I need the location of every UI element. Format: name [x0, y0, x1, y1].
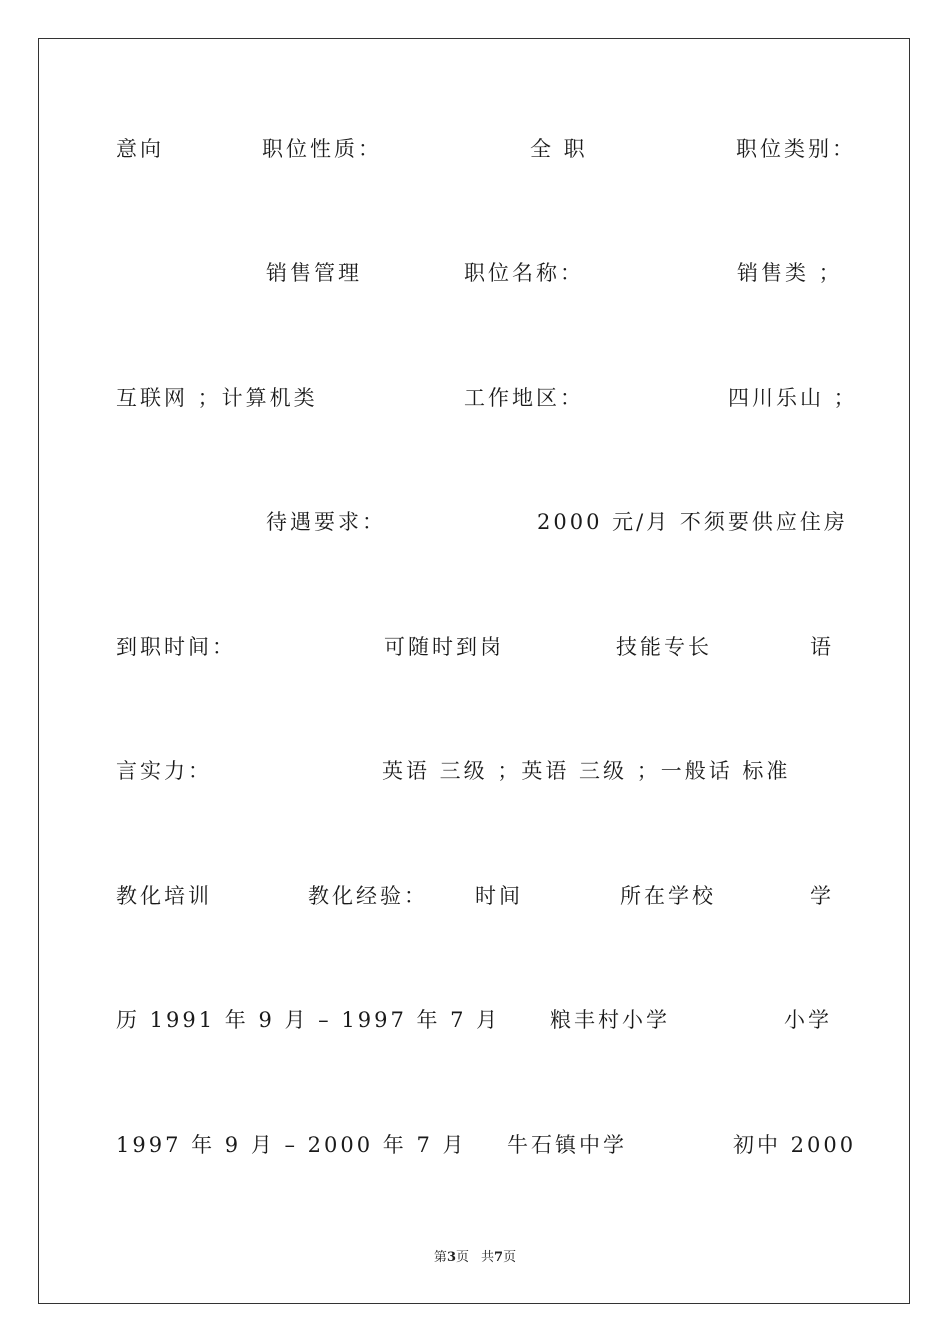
page-footer	[0, 1246, 950, 1265]
text-line-9	[0, 1130, 950, 1170]
text-segment: 互联网 ；计算机类	[116, 386, 318, 410]
text-segment: 职位名称：	[464, 261, 584, 285]
text-segment: 四川乐山 ；	[728, 386, 858, 410]
text-segment: 所在学校	[620, 884, 716, 908]
text-segment: 语	[810, 635, 834, 659]
text-segment: 销售管理	[266, 261, 362, 285]
text-line-2	[0, 258, 950, 298]
text-segment: 初中 2000	[733, 1133, 857, 1157]
text-line-6	[0, 756, 950, 796]
text-segment: 英语 三级 ；英语 三级 ；一般话 标准	[382, 759, 791, 783]
text-segment: 言实力：	[116, 759, 212, 783]
text-line-3	[0, 383, 950, 423]
footer-total-unit: 页	[503, 1250, 517, 1265]
text-segment: 小学	[784, 1008, 832, 1032]
text-segment: 粮丰村小学	[550, 1008, 670, 1032]
text-segment: 到职时间：	[116, 635, 236, 659]
footer-total-prefix: 共	[481, 1250, 495, 1265]
footer-page-prefix: 第	[433, 1250, 447, 1265]
text-segment: 教化经验：	[308, 884, 428, 908]
text-segment: 待遇要求：	[266, 510, 386, 534]
text-line-5	[0, 632, 950, 672]
text-segment: 时间	[475, 884, 523, 908]
text-segment: 学	[810, 884, 834, 908]
text-segment: 可随时到岗	[384, 635, 504, 659]
text-line-7	[0, 881, 950, 921]
text-segment: 教化培训	[116, 884, 212, 908]
text-segment: 牛石镇中学	[507, 1133, 627, 1157]
text-line-4	[0, 507, 950, 547]
text-segment: 历 1991 年 9 月 – 1997 年 7 月	[116, 1008, 501, 1032]
text-segment: 技能专长	[616, 635, 712, 659]
text-segment: 职位类别：	[736, 137, 856, 161]
footer-total-pages: 7	[494, 1250, 504, 1265]
text-segment: 1997 年 9 月 – 2000 年 7 月	[116, 1133, 467, 1157]
footer-page-number: 3	[446, 1250, 456, 1265]
text-line-8	[0, 1005, 950, 1045]
footer-page-unit: 页	[455, 1250, 469, 1265]
text-segment: 全 职	[530, 137, 588, 161]
text-segment: 工作地区：	[464, 386, 584, 410]
text-segment: 意向	[116, 137, 164, 161]
text-segment: 职位性质：	[262, 137, 382, 161]
text-segment: 2000 元/月 不须要供应住房	[537, 510, 848, 534]
text-segment: 销售类 ；	[737, 261, 843, 285]
text-line-1	[0, 134, 950, 174]
